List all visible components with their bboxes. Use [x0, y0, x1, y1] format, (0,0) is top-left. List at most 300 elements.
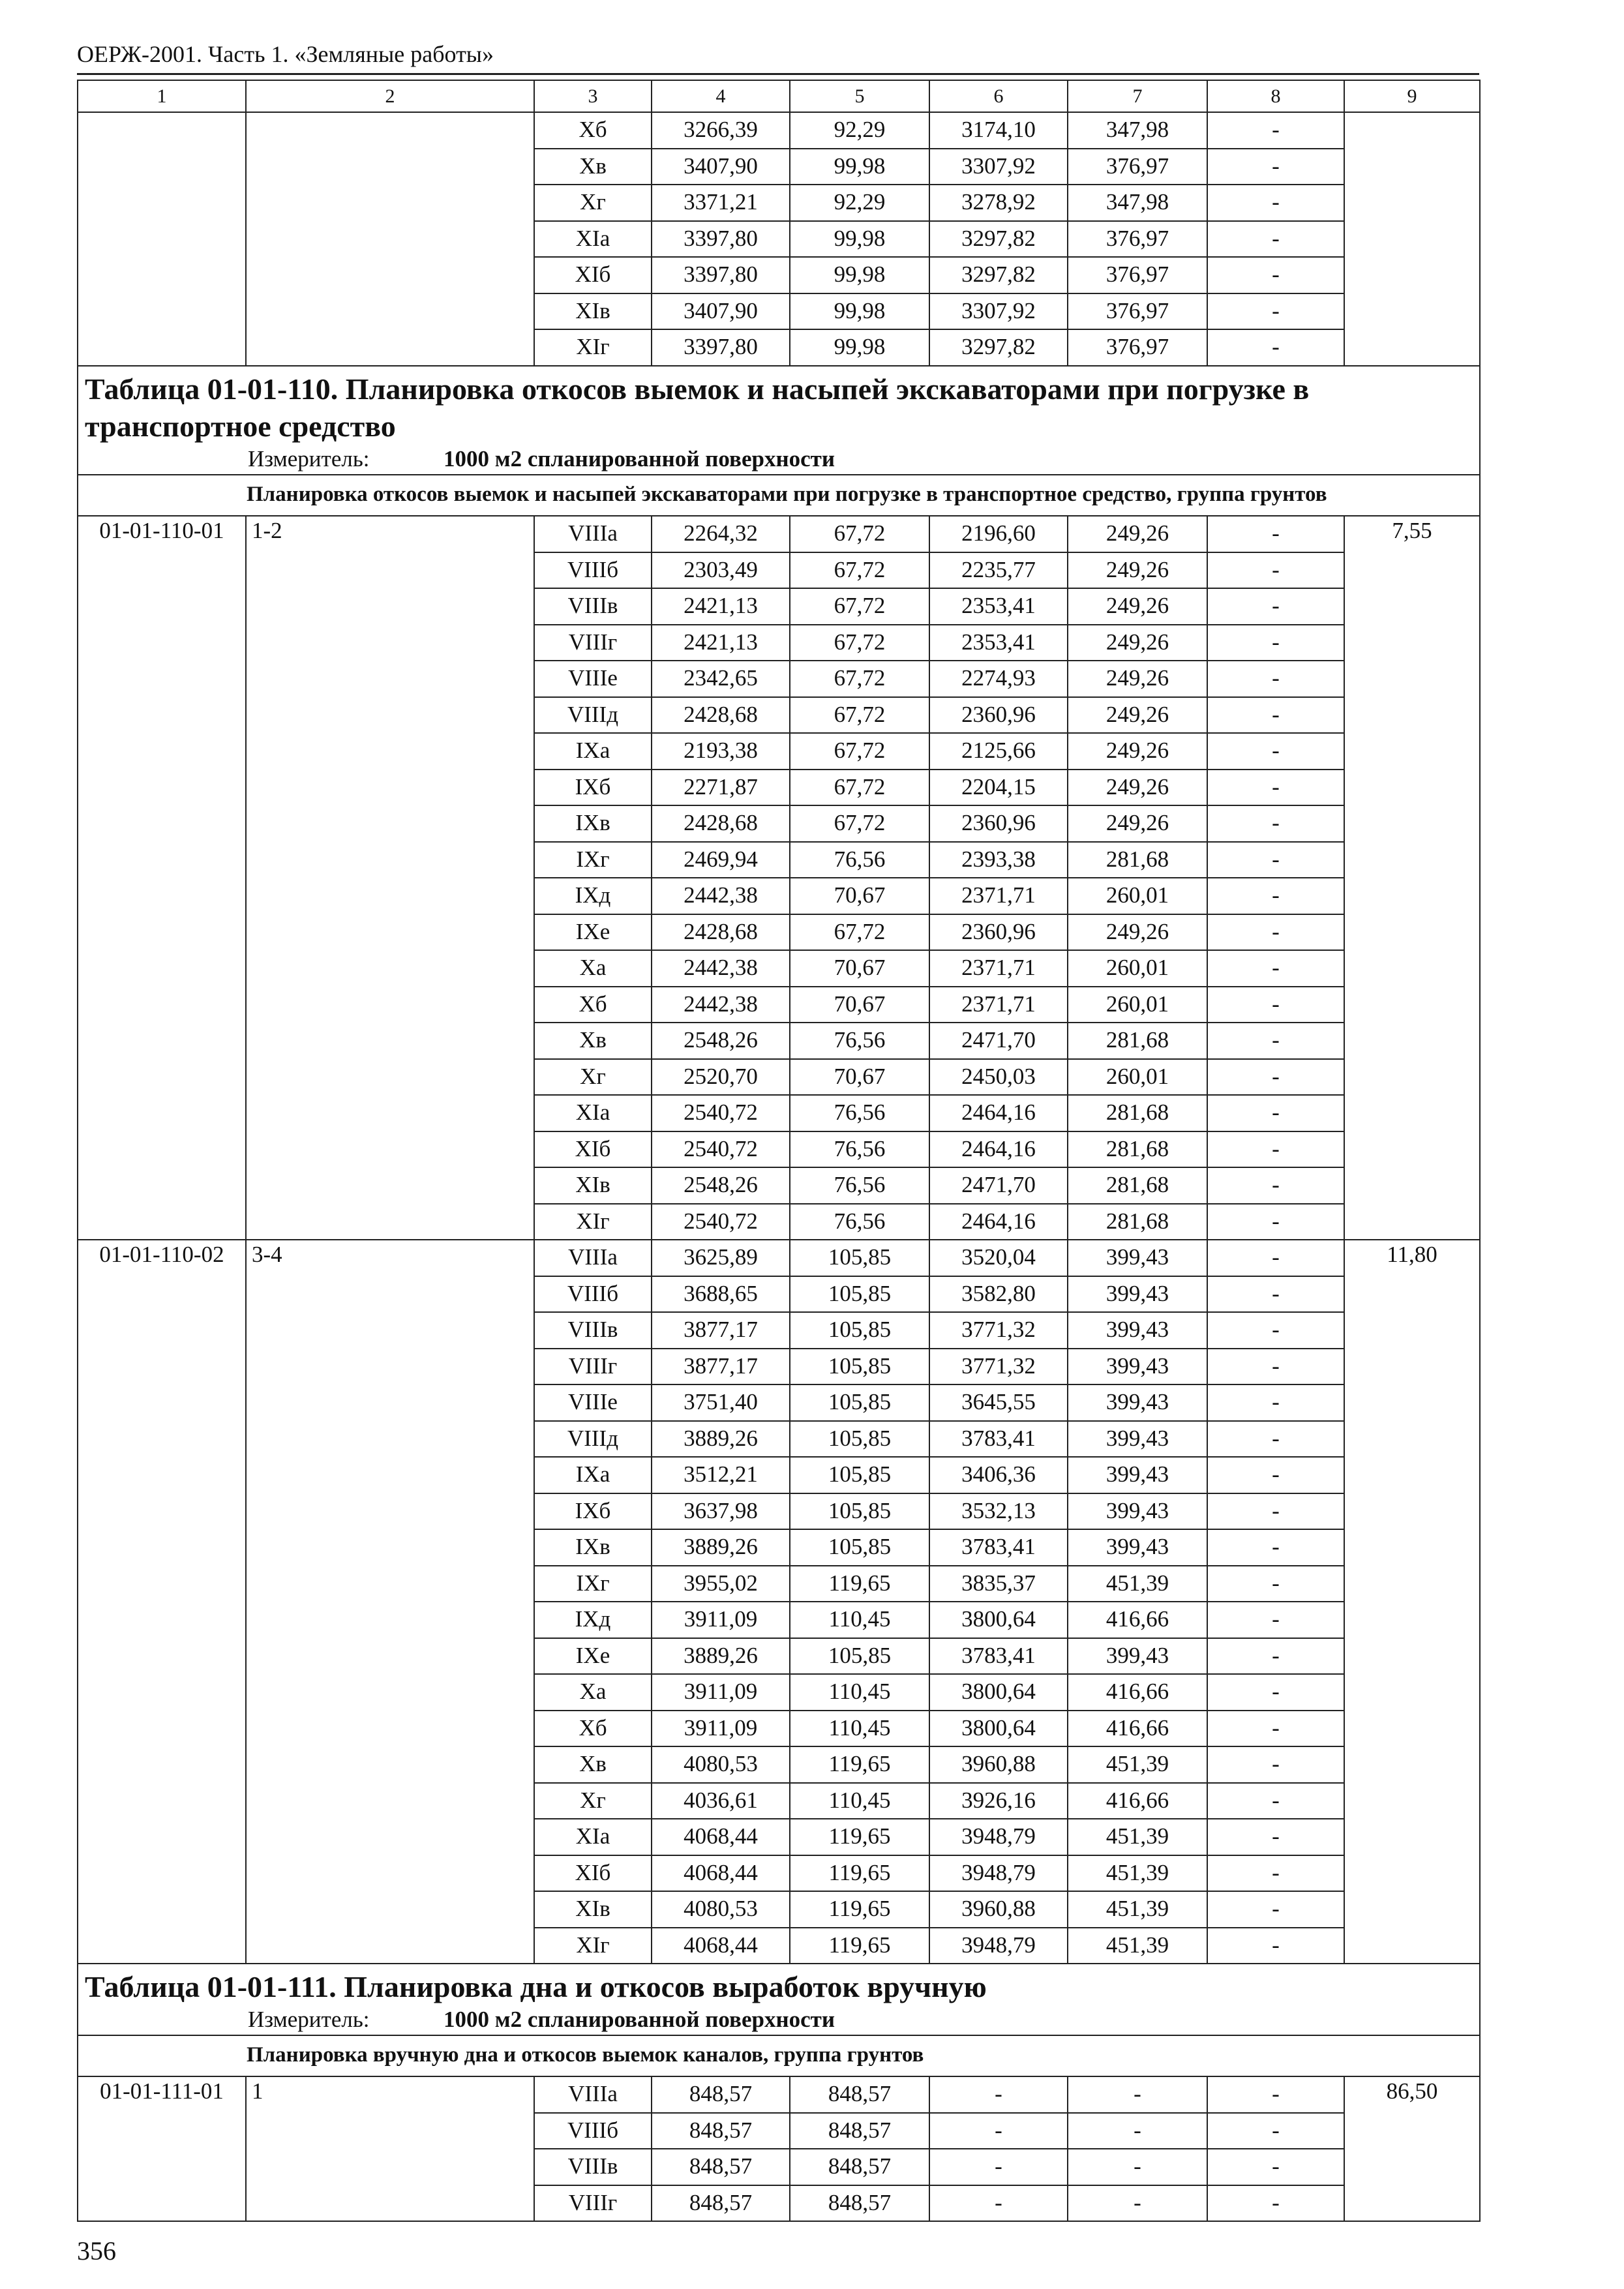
labor-cell	[1344, 112, 1480, 366]
machines-cell: 3783,41	[929, 1638, 1068, 1675]
operators-wages-cell: 399,43	[1068, 1312, 1207, 1349]
unit-label: Измеритель:	[248, 2006, 370, 2032]
machines-cell: 2371,71	[929, 987, 1068, 1023]
wages-cell: 110,45	[790, 1711, 929, 1747]
class-cell: XIг	[534, 1204, 652, 1240]
table-title-row	[78, 1964, 1480, 2035]
class-cell: XIа	[534, 1095, 652, 1131]
table-title-block	[78, 1964, 1480, 2035]
operators-wages-cell: 249,26	[1068, 733, 1207, 770]
machines-cell: 3278,92	[929, 185, 1068, 221]
table-subheader: Планировка откосов выемок и насыпей экскаваторами при погрузке в транспортное средство, группа грунтов	[78, 475, 1480, 516]
materials-cell: -	[1207, 2076, 1344, 2113]
operators-wages-cell: -	[1068, 2185, 1207, 2222]
cost-cell: 3266,39	[652, 112, 790, 149]
wages-cell: 119,65	[790, 1746, 929, 1783]
group-cell	[246, 112, 534, 366]
machines-cell: 3771,32	[929, 1349, 1068, 1385]
materials-cell: -	[1207, 914, 1344, 951]
cost-cell: 2271,87	[652, 770, 790, 806]
wages-cell: 67,72	[790, 697, 929, 734]
class-cell: XIб	[534, 1131, 652, 1168]
group-cell: 1-2	[246, 516, 534, 1240]
machines-cell: 2360,96	[929, 697, 1068, 734]
wages-cell: 119,65	[790, 1819, 929, 1855]
class-cell: VIIIг	[534, 2185, 652, 2222]
wages-cell: 67,72	[790, 805, 929, 842]
cost-cell: 4068,44	[652, 1819, 790, 1855]
cost-cell: 2548,26	[652, 1023, 790, 1059]
operators-wages-cell: 451,39	[1068, 1746, 1207, 1783]
machines-cell: 2353,41	[929, 588, 1068, 625]
machines-cell: 2464,16	[929, 1131, 1068, 1168]
operators-wages-cell: 376,97	[1068, 329, 1207, 366]
cost-cell: 848,57	[652, 2076, 790, 2113]
class-cell: Хг	[534, 1059, 652, 1096]
cost-cell: 3877,17	[652, 1349, 790, 1385]
column-number: 8	[1207, 80, 1344, 112]
materials-cell: -	[1207, 733, 1344, 770]
machines-cell: 2371,71	[929, 950, 1068, 987]
cost-cell: 2264,32	[652, 516, 790, 552]
materials-cell: -	[1207, 516, 1344, 552]
cost-cell: 3911,09	[652, 1674, 790, 1711]
operators-wages-cell: 281,68	[1068, 1204, 1207, 1240]
cost-cell: 3688,65	[652, 1276, 790, 1313]
cost-cell: 3911,09	[652, 1602, 790, 1638]
machines-cell: 2471,70	[929, 1167, 1068, 1204]
machines-cell: 2196,60	[929, 516, 1068, 552]
operators-wages-cell: 249,26	[1068, 914, 1207, 951]
wages-cell: 105,85	[790, 1349, 929, 1385]
column-number: 4	[652, 80, 790, 112]
cost-cell: 3407,90	[652, 149, 790, 185]
materials-cell: -	[1207, 588, 1344, 625]
operators-wages-cell: 399,43	[1068, 1638, 1207, 1675]
class-cell: Ха	[534, 950, 652, 987]
column-number: 5	[790, 80, 929, 112]
operators-wages-cell: 399,43	[1068, 1384, 1207, 1421]
wages-cell: 105,85	[790, 1276, 929, 1313]
materials-cell: -	[1207, 661, 1344, 697]
table-title-row	[78, 366, 1480, 475]
machines-cell: 3800,64	[929, 1674, 1068, 1711]
materials-cell: -	[1207, 185, 1344, 221]
machines-cell: -	[929, 2076, 1068, 2113]
cost-cell: 2469,94	[652, 842, 790, 878]
class-cell: Хв	[534, 149, 652, 185]
materials-cell: -	[1207, 1529, 1344, 1566]
operators-wages-cell: 249,26	[1068, 661, 1207, 697]
operators-wages-cell: 249,26	[1068, 516, 1207, 552]
cost-cell: 3397,80	[652, 221, 790, 258]
machines-cell: 3835,37	[929, 1566, 1068, 1602]
cost-cell: 3751,40	[652, 1384, 790, 1421]
class-cell: IXб	[534, 770, 652, 806]
class-cell: Хв	[534, 1746, 652, 1783]
materials-cell: -	[1207, 1059, 1344, 1096]
materials-cell: -	[1207, 625, 1344, 661]
operators-wages-cell: 281,68	[1068, 1131, 1207, 1168]
class-cell: VIIIв	[534, 1312, 652, 1349]
page-number: 356	[77, 2236, 116, 2266]
cost-cell: 3397,80	[652, 257, 790, 293]
operators-wages-cell: 451,39	[1068, 1819, 1207, 1855]
cost-cell: 3625,89	[652, 1240, 790, 1276]
machines-cell: 2464,16	[929, 1204, 1068, 1240]
cost-cell: 4068,44	[652, 1928, 790, 1964]
unit-line	[85, 445, 1473, 473]
operators-wages-cell: -	[1068, 2149, 1207, 2185]
materials-cell: -	[1207, 1240, 1344, 1276]
materials-cell: -	[1207, 1023, 1344, 1059]
materials-cell: -	[1207, 112, 1344, 149]
cost-cell: 848,57	[652, 2113, 790, 2149]
wages-cell: 848,57	[790, 2113, 929, 2149]
wages-cell: 67,72	[790, 661, 929, 697]
wages-cell: 92,29	[790, 112, 929, 149]
operators-wages-cell: 281,68	[1068, 842, 1207, 878]
wages-cell: 67,72	[790, 770, 929, 806]
wages-cell: 76,56	[790, 1023, 929, 1059]
operators-wages-cell: 260,01	[1068, 950, 1207, 987]
machines-cell: -	[929, 2185, 1068, 2222]
wages-cell: 92,29	[790, 185, 929, 221]
machines-cell: 3948,79	[929, 1855, 1068, 1892]
operators-wages-cell: -	[1068, 2076, 1207, 2113]
class-cell: VIIIа	[534, 1240, 652, 1276]
class-cell: XIг	[534, 1928, 652, 1964]
operators-wages-cell: 451,39	[1068, 1566, 1207, 1602]
materials-cell: -	[1207, 842, 1344, 878]
labor-cell: 7,55	[1344, 516, 1480, 1240]
class-cell: VIIIа	[534, 516, 652, 552]
class-cell: XIг	[534, 329, 652, 366]
labor-cell: 86,50	[1344, 2076, 1480, 2221]
operators-wages-cell: 347,98	[1068, 112, 1207, 149]
wages-cell: 76,56	[790, 1095, 929, 1131]
wages-cell: 105,85	[790, 1638, 929, 1675]
materials-cell: -	[1207, 1204, 1344, 1240]
cost-cell: 2442,38	[652, 987, 790, 1023]
wages-cell: 67,72	[790, 552, 929, 589]
materials-cell: -	[1207, 1855, 1344, 1892]
cost-cell: 3512,21	[652, 1457, 790, 1493]
operators-wages-cell: 281,68	[1068, 1023, 1207, 1059]
unit-line	[85, 2006, 1473, 2033]
cost-cell: 2540,72	[652, 1204, 790, 1240]
class-cell: VIIIб	[534, 1276, 652, 1313]
operators-wages-cell: 376,97	[1068, 293, 1207, 330]
materials-cell: -	[1207, 293, 1344, 330]
table-row	[78, 2076, 1480, 2113]
machines-cell: 2125,66	[929, 733, 1068, 770]
cost-cell: 848,57	[652, 2149, 790, 2185]
class-cell: VIIIд	[534, 1421, 652, 1458]
materials-cell: -	[1207, 1819, 1344, 1855]
materials-cell: -	[1207, 1493, 1344, 1530]
machines-cell: 2360,96	[929, 805, 1068, 842]
wages-cell: 70,67	[790, 950, 929, 987]
operators-wages-cell: 416,66	[1068, 1711, 1207, 1747]
materials-cell: -	[1207, 1746, 1344, 1783]
materials-cell: -	[1207, 2185, 1344, 2222]
machines-cell: 2450,03	[929, 1059, 1068, 1096]
wages-cell: 70,67	[790, 1059, 929, 1096]
wages-cell: 848,57	[790, 2076, 929, 2113]
machines-cell: 2274,93	[929, 661, 1068, 697]
machines-cell: 3771,32	[929, 1312, 1068, 1349]
code-cell	[78, 112, 246, 366]
cost-cell: 2428,68	[652, 697, 790, 734]
class-cell: XIа	[534, 1819, 652, 1855]
cost-cell: 2442,38	[652, 878, 790, 914]
unit-label: Измеритель:	[248, 445, 370, 471]
cost-cell: 2342,65	[652, 661, 790, 697]
machines-cell: 3645,55	[929, 1384, 1068, 1421]
materials-cell: -	[1207, 1783, 1344, 1819]
wages-cell: 119,65	[790, 1891, 929, 1928]
class-cell: VIIIв	[534, 588, 652, 625]
materials-cell: -	[1207, 149, 1344, 185]
operators-wages-cell: 399,43	[1068, 1349, 1207, 1385]
group-cell: 1	[246, 2076, 534, 2221]
machines-cell: 2471,70	[929, 1023, 1068, 1059]
machines-cell: -	[929, 2113, 1068, 2149]
materials-cell: -	[1207, 221, 1344, 258]
wages-cell: 99,98	[790, 149, 929, 185]
machines-cell: 2204,15	[929, 770, 1068, 806]
class-cell: Ха	[534, 1674, 652, 1711]
wages-cell: 105,85	[790, 1384, 929, 1421]
machines-cell: 3783,41	[929, 1529, 1068, 1566]
page-header: ОЕРЖ-2001. Часть 1. «Земляные работы»	[77, 41, 494, 67]
class-cell: IXг	[534, 842, 652, 878]
cost-cell: 3397,80	[652, 329, 790, 366]
wages-cell: 70,67	[790, 987, 929, 1023]
wages-cell: 105,85	[790, 1312, 929, 1349]
cost-cell: 2548,26	[652, 1167, 790, 1204]
class-cell: XIб	[534, 1855, 652, 1892]
class-cell: XIв	[534, 1891, 652, 1928]
cost-cell: 2193,38	[652, 733, 790, 770]
materials-cell: -	[1207, 1384, 1344, 1421]
materials-cell: -	[1207, 1457, 1344, 1493]
wages-cell: 99,98	[790, 257, 929, 293]
table-title: Таблица 01-01-111. Планировка дна и откосов выработок вручную	[85, 1970, 987, 2003]
column-number: 2	[246, 80, 534, 112]
materials-cell: -	[1207, 1421, 1344, 1458]
norms-table	[77, 80, 1481, 2222]
operators-wages-cell: 260,01	[1068, 987, 1207, 1023]
materials-cell: -	[1207, 987, 1344, 1023]
operators-wages-cell: 451,39	[1068, 1891, 1207, 1928]
class-cell: VIIIг	[534, 625, 652, 661]
materials-cell: -	[1207, 1711, 1344, 1747]
cost-cell: 3407,90	[652, 293, 790, 330]
materials-cell: -	[1207, 1928, 1344, 1964]
machines-cell: 3297,82	[929, 257, 1068, 293]
machines-cell: 3800,64	[929, 1711, 1068, 1747]
cost-cell: 2428,68	[652, 914, 790, 951]
operators-wages-cell: 376,97	[1068, 257, 1207, 293]
class-cell: Хв	[534, 1023, 652, 1059]
cost-cell: 2428,68	[652, 805, 790, 842]
table-subheader: Планировка вручную дна и откосов выемок каналов, группа грунтов	[78, 2035, 1480, 2077]
cost-cell: 2442,38	[652, 950, 790, 987]
operators-wages-cell: 281,68	[1068, 1095, 1207, 1131]
cost-cell: 3889,26	[652, 1638, 790, 1675]
subheader-row	[78, 475, 1480, 516]
header-rule	[77, 73, 1479, 75]
cost-cell: 4080,53	[652, 1891, 790, 1928]
operators-wages-cell: 347,98	[1068, 185, 1207, 221]
class-cell: IXб	[534, 1493, 652, 1530]
table-title: Таблица 01-01-110. Планировка откосов выемок и насыпей экскаваторами при погрузке в транспортное средство	[85, 372, 1310, 443]
cost-cell: 3911,09	[652, 1711, 790, 1747]
class-cell: IXа	[534, 1457, 652, 1493]
operators-wages-cell: 416,66	[1068, 1674, 1207, 1711]
operators-wages-cell: 249,26	[1068, 588, 1207, 625]
wages-cell: 848,57	[790, 2185, 929, 2222]
machines-cell: 3948,79	[929, 1928, 1068, 1964]
operators-wages-cell: 399,43	[1068, 1529, 1207, 1566]
cost-cell: 2520,70	[652, 1059, 790, 1096]
column-number: 6	[929, 80, 1068, 112]
operators-wages-cell: 249,26	[1068, 552, 1207, 589]
machines-cell: 3960,88	[929, 1891, 1068, 1928]
wages-cell: 119,65	[790, 1928, 929, 1964]
machines-cell: 2235,77	[929, 552, 1068, 589]
wages-cell: 99,98	[790, 221, 929, 258]
wages-cell: 76,56	[790, 1131, 929, 1168]
wages-cell: 99,98	[790, 293, 929, 330]
materials-cell: -	[1207, 1566, 1344, 1602]
materials-cell: -	[1207, 697, 1344, 734]
wages-cell: 70,67	[790, 878, 929, 914]
column-number: 1	[78, 80, 246, 112]
operators-wages-cell: 416,66	[1068, 1602, 1207, 1638]
class-cell: IXд	[534, 878, 652, 914]
class-cell: IXв	[534, 1529, 652, 1566]
column-number: 7	[1068, 80, 1207, 112]
operators-wages-cell: 376,97	[1068, 221, 1207, 258]
cost-cell: 848,57	[652, 2185, 790, 2222]
subheader-row	[78, 2035, 1480, 2077]
wages-cell: 105,85	[790, 1529, 929, 1566]
machines-cell: 3297,82	[929, 329, 1068, 366]
cost-cell: 2540,72	[652, 1095, 790, 1131]
group-cell: 3-4	[246, 1240, 534, 1964]
table-row	[78, 112, 1480, 149]
operators-wages-cell: 249,26	[1068, 625, 1207, 661]
operators-wages-cell: 399,43	[1068, 1421, 1207, 1458]
class-cell: VIIIб	[534, 2113, 652, 2149]
machines-cell: 3532,13	[929, 1493, 1068, 1530]
materials-cell: -	[1207, 1276, 1344, 1313]
operators-wages-cell: 260,01	[1068, 878, 1207, 914]
operators-wages-cell: 416,66	[1068, 1783, 1207, 1819]
cost-cell: 2421,13	[652, 588, 790, 625]
wages-cell: 110,45	[790, 1783, 929, 1819]
cost-cell: 3371,21	[652, 185, 790, 221]
machines-cell: 3297,82	[929, 221, 1068, 258]
class-cell: IXа	[534, 733, 652, 770]
class-cell: VIIIб	[534, 552, 652, 589]
operators-wages-cell: 376,97	[1068, 149, 1207, 185]
cost-cell: 3889,26	[652, 1421, 790, 1458]
operators-wages-cell: 451,39	[1068, 1928, 1207, 1964]
materials-cell: -	[1207, 552, 1344, 589]
class-cell: IXе	[534, 1638, 652, 1675]
operators-wages-cell: -	[1068, 2113, 1207, 2149]
machines-cell: 3307,92	[929, 293, 1068, 330]
column-number-row	[78, 80, 1480, 112]
class-cell: XIв	[534, 1167, 652, 1204]
materials-cell: -	[1207, 950, 1344, 987]
machines-cell: 3800,64	[929, 1602, 1068, 1638]
class-cell: VIIIа	[534, 2076, 652, 2113]
class-cell: VIIIе	[534, 1384, 652, 1421]
machines-cell: 3582,80	[929, 1276, 1068, 1313]
class-cell: IXе	[534, 914, 652, 951]
machines-cell: 3926,16	[929, 1783, 1068, 1819]
class-cell: XIв	[534, 293, 652, 330]
class-cell: IXв	[534, 805, 652, 842]
table-row	[78, 1240, 1480, 1276]
unit-value: 1000 м2 спланированной поверхности	[444, 2006, 835, 2032]
wages-cell: 76,56	[790, 1204, 929, 1240]
class-cell: VIIIв	[534, 2149, 652, 2185]
cost-cell: 4080,53	[652, 1746, 790, 1783]
materials-cell: -	[1207, 1638, 1344, 1675]
machines-cell: 3520,04	[929, 1240, 1068, 1276]
code-cell: 01-01-111-01	[78, 2076, 246, 2221]
materials-cell: -	[1207, 257, 1344, 293]
operators-wages-cell: 260,01	[1068, 1059, 1207, 1096]
operators-wages-cell: 399,43	[1068, 1276, 1207, 1313]
wages-cell: 67,72	[790, 588, 929, 625]
materials-cell: -	[1207, 878, 1344, 914]
class-cell: Хг	[534, 1783, 652, 1819]
operators-wages-cell: 249,26	[1068, 770, 1207, 806]
machines-cell: 2393,38	[929, 842, 1068, 878]
wages-cell: 76,56	[790, 1167, 929, 1204]
operators-wages-cell: 399,43	[1068, 1457, 1207, 1493]
wages-cell: 110,45	[790, 1674, 929, 1711]
column-number: 3	[534, 80, 652, 112]
unit-value: 1000 м2 спланированной поверхности	[444, 445, 835, 471]
table-row	[78, 516, 1480, 552]
materials-cell: -	[1207, 329, 1344, 366]
cost-cell: 4068,44	[652, 1855, 790, 1892]
class-cell: Хб	[534, 987, 652, 1023]
machines-cell: 2371,71	[929, 878, 1068, 914]
wages-cell: 105,85	[790, 1493, 929, 1530]
cost-cell: 3637,98	[652, 1493, 790, 1530]
wages-cell: 67,72	[790, 733, 929, 770]
code-cell: 01-01-110-01	[78, 516, 246, 1240]
cost-cell: 3889,26	[652, 1529, 790, 1566]
wages-cell: 76,56	[790, 842, 929, 878]
materials-cell: -	[1207, 1674, 1344, 1711]
operators-wages-cell: 399,43	[1068, 1240, 1207, 1276]
cost-cell: 2303,49	[652, 552, 790, 589]
machines-cell: 2464,16	[929, 1095, 1068, 1131]
cost-cell: 2421,13	[652, 625, 790, 661]
machines-cell: 2360,96	[929, 914, 1068, 951]
materials-cell: -	[1207, 1167, 1344, 1204]
